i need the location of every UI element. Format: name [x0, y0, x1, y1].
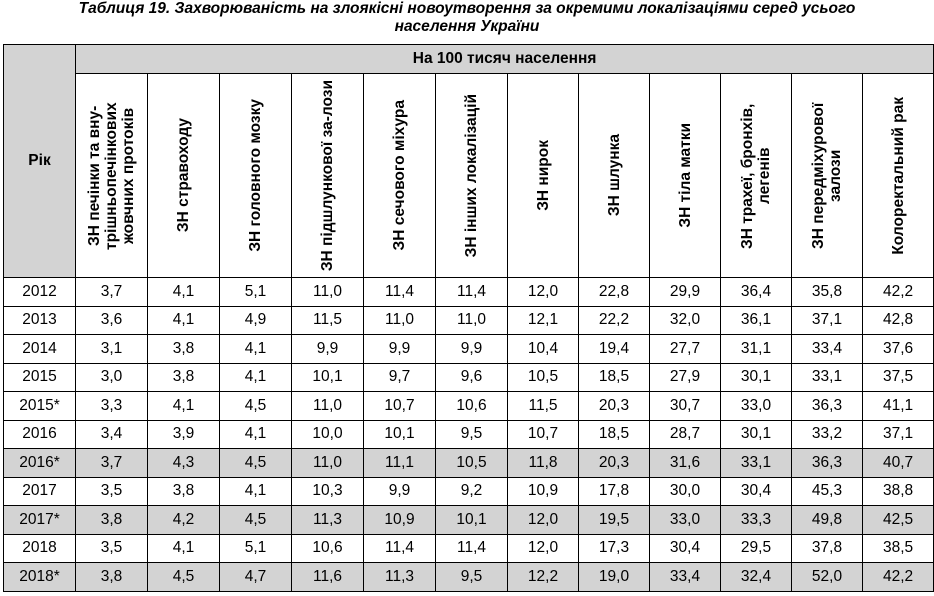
value-cell: 38,5 — [863, 534, 934, 563]
value-cell: 36,3 — [792, 449, 863, 478]
value-cell: 30,4 — [721, 477, 792, 506]
value-cell: 12,0 — [508, 506, 579, 535]
value-cell: 3,4 — [76, 420, 148, 449]
column-header — [508, 74, 579, 278]
group-header: На 100 тисяч населення — [76, 45, 934, 74]
value-cell: 11,0 — [292, 278, 364, 307]
column-header — [76, 74, 148, 278]
value-cell: 19,0 — [579, 563, 650, 592]
value-cell: 3,8 — [148, 477, 220, 506]
value-cell: 30,7 — [650, 392, 721, 421]
table-row — [4, 449, 934, 478]
value-cell: 52,0 — [792, 563, 863, 592]
value-cell: 4,2 — [148, 506, 220, 535]
value-cell: 10,0 — [292, 420, 364, 449]
value-cell: 4,1 — [220, 335, 292, 364]
value-cell: 3,6 — [76, 306, 148, 335]
table-row — [4, 363, 934, 392]
value-cell: 33,1 — [792, 363, 863, 392]
value-cell: 3,8 — [148, 335, 220, 364]
value-cell: 4,1 — [148, 306, 220, 335]
value-cell: 10,9 — [508, 477, 579, 506]
value-cell: 10,5 — [508, 363, 579, 392]
value-cell: 3,7 — [76, 449, 148, 478]
column-header-label: ЗН головного мозку — [247, 99, 264, 252]
value-cell: 19,5 — [579, 506, 650, 535]
column-header — [220, 74, 292, 278]
value-cell: 3,5 — [76, 534, 148, 563]
column-header-label: ЗН тіла матки — [676, 123, 694, 228]
column-header — [364, 74, 436, 278]
table-row — [4, 420, 934, 449]
value-cell: 11,0 — [364, 306, 436, 335]
value-cell: 11,0 — [292, 392, 364, 421]
column-header-label: ЗН нирок — [534, 140, 552, 211]
value-cell: 4,9 — [220, 306, 292, 335]
table-row — [4, 335, 934, 364]
value-cell: 4,7 — [220, 563, 292, 592]
year-cell: 2015* — [4, 392, 76, 421]
value-cell: 5,1 — [220, 534, 292, 563]
value-cell: 10,3 — [292, 477, 364, 506]
year-cell: 2013 — [4, 306, 76, 335]
value-cell: 5,1 — [220, 278, 292, 307]
column-header — [292, 74, 364, 278]
value-cell: 42,2 — [863, 278, 934, 307]
value-cell: 9,6 — [436, 363, 508, 392]
value-cell: 3,1 — [76, 335, 148, 364]
value-cell: 9,2 — [436, 477, 508, 506]
value-cell: 10,1 — [436, 506, 508, 535]
table-body — [4, 278, 934, 592]
value-cell: 9,5 — [436, 420, 508, 449]
column-header-label: ЗН шлунка — [605, 134, 623, 217]
column-header-label: ЗН інших локалізацій — [463, 93, 480, 258]
year-cell: 2018* — [4, 563, 76, 592]
value-cell: 10,7 — [364, 392, 436, 421]
value-cell: 27,7 — [650, 335, 721, 364]
value-cell: 9,9 — [364, 477, 436, 506]
value-cell: 11,0 — [436, 306, 508, 335]
column-header — [579, 74, 650, 278]
value-cell: 11,4 — [436, 534, 508, 563]
value-cell: 11,5 — [292, 306, 364, 335]
year-cell: 2012 — [4, 278, 76, 307]
value-cell: 49,8 — [792, 506, 863, 535]
value-cell: 3,8 — [76, 563, 148, 592]
year-cell: 2018 — [4, 534, 76, 563]
year-column-header: Рік — [4, 45, 76, 278]
value-cell: 33,4 — [650, 563, 721, 592]
value-cell: 42,2 — [863, 563, 934, 592]
value-cell: 4,5 — [220, 392, 292, 421]
value-cell: 12,2 — [508, 563, 579, 592]
value-cell: 20,3 — [579, 392, 650, 421]
column-header-label: ЗН підшлункової за-лози — [319, 79, 336, 272]
value-cell: 17,3 — [579, 534, 650, 563]
value-cell: 28,7 — [650, 420, 721, 449]
table-caption — [0, 0, 934, 44]
value-cell: 3,8 — [76, 506, 148, 535]
value-cell: 9,9 — [364, 335, 436, 364]
year-cell: 2015 — [4, 363, 76, 392]
value-cell: 10,9 — [364, 506, 436, 535]
value-cell: 45,3 — [792, 477, 863, 506]
value-cell: 11,3 — [292, 506, 364, 535]
value-cell: 27,9 — [650, 363, 721, 392]
value-cell: 37,1 — [863, 420, 934, 449]
value-cell: 4,1 — [220, 420, 292, 449]
value-cell: 3,9 — [148, 420, 220, 449]
value-cell: 9,9 — [292, 335, 364, 364]
value-cell: 11,3 — [364, 563, 436, 592]
value-cell: 35,8 — [792, 278, 863, 307]
table-row — [4, 392, 934, 421]
column-header — [721, 74, 792, 278]
value-cell: 4,1 — [220, 363, 292, 392]
value-cell: 18,5 — [579, 363, 650, 392]
value-cell: 41,1 — [863, 392, 934, 421]
value-cell: 4,5 — [220, 449, 292, 478]
year-cell: 2014 — [4, 335, 76, 364]
value-cell: 18,5 — [579, 420, 650, 449]
year-cell: 2016 — [4, 420, 76, 449]
value-cell: 3,5 — [76, 477, 148, 506]
column-header — [792, 74, 863, 278]
value-cell: 33,1 — [721, 449, 792, 478]
column-header-label: ЗН печінки та вну-трішньопечінкових жовчних протоків — [86, 101, 137, 250]
value-cell: 3,8 — [148, 363, 220, 392]
value-cell: 33,4 — [792, 335, 863, 364]
value-cell: 3,0 — [76, 363, 148, 392]
value-cell: 11,4 — [436, 278, 508, 307]
value-cell: 22,8 — [579, 278, 650, 307]
value-cell: 33,0 — [721, 392, 792, 421]
value-cell: 32,4 — [721, 563, 792, 592]
value-cell: 4,5 — [148, 563, 220, 592]
value-cell: 19,4 — [579, 335, 650, 364]
value-cell: 20,3 — [579, 449, 650, 478]
value-cell: 4,1 — [148, 392, 220, 421]
value-cell: 4,5 — [220, 506, 292, 535]
value-cell: 9,7 — [364, 363, 436, 392]
column-header — [436, 74, 508, 278]
value-cell: 36,4 — [721, 278, 792, 307]
value-cell: 11,8 — [508, 449, 579, 478]
value-cell: 11,6 — [292, 563, 364, 592]
value-cell: 9,9 — [436, 335, 508, 364]
value-cell: 9,5 — [436, 563, 508, 592]
value-cell: 33,3 — [721, 506, 792, 535]
column-header — [650, 74, 721, 278]
value-cell: 12,0 — [508, 534, 579, 563]
value-cell: 10,4 — [508, 335, 579, 364]
table-row — [4, 534, 934, 563]
column-header-label: ЗН стравоходу — [175, 118, 192, 233]
value-cell: 40,7 — [863, 449, 934, 478]
value-cell: 37,5 — [863, 363, 934, 392]
value-cell: 17,8 — [579, 477, 650, 506]
value-cell: 29,5 — [721, 534, 792, 563]
column-header-label: Колоректальний рак — [889, 96, 907, 255]
value-cell: 33,2 — [792, 420, 863, 449]
table-row — [4, 306, 934, 335]
value-cell: 11,4 — [364, 534, 436, 563]
caption-line-1: Таблиця 19. Захворюваність на злоякісні новоутворення за окремими локалізаціями серед усього — [78, 0, 856, 17]
year-cell: 2016* — [4, 449, 76, 478]
value-cell: 31,1 — [721, 335, 792, 364]
table-row — [4, 278, 934, 307]
value-cell: 12,0 — [508, 278, 579, 307]
value-cell: 10,7 — [508, 420, 579, 449]
value-cell: 10,6 — [436, 392, 508, 421]
column-header-label: ЗН трахеї, бронхів, легенів — [739, 102, 773, 249]
value-cell: 37,8 — [792, 534, 863, 563]
table-row — [4, 506, 934, 535]
value-cell: 11,1 — [364, 449, 436, 478]
value-cell: 10,5 — [436, 449, 508, 478]
value-cell: 37,1 — [792, 306, 863, 335]
value-cell: 11,0 — [292, 449, 364, 478]
value-cell: 22,2 — [579, 306, 650, 335]
value-cell: 37,6 — [863, 335, 934, 364]
value-cell: 36,3 — [792, 392, 863, 421]
value-cell: 10,1 — [364, 420, 436, 449]
value-cell: 36,1 — [721, 306, 792, 335]
incidence-table — [3, 44, 934, 592]
value-cell: 31,6 — [650, 449, 721, 478]
value-cell: 30,1 — [721, 420, 792, 449]
year-cell: 2017 — [4, 477, 76, 506]
value-cell: 10,6 — [292, 534, 364, 563]
value-cell: 30,0 — [650, 477, 721, 506]
column-header-label: ЗН сечового міхура — [391, 100, 408, 251]
value-cell: 4,1 — [148, 278, 220, 307]
value-cell: 38,8 — [863, 477, 934, 506]
year-cell: 2017* — [4, 506, 76, 535]
value-cell: 11,5 — [508, 392, 579, 421]
table-row — [4, 563, 934, 592]
value-cell: 4,1 — [148, 534, 220, 563]
value-cell: 3,7 — [76, 278, 148, 307]
column-header — [148, 74, 220, 278]
value-cell: 3,3 — [76, 392, 148, 421]
table-row — [4, 477, 934, 506]
value-cell: 42,5 — [863, 506, 934, 535]
column-header — [863, 74, 934, 278]
caption-line-2: населення України — [394, 18, 540, 35]
value-cell: 33,0 — [650, 506, 721, 535]
value-cell: 29,9 — [650, 278, 721, 307]
value-cell: 30,4 — [650, 534, 721, 563]
value-cell: 12,1 — [508, 306, 579, 335]
value-cell: 10,1 — [292, 363, 364, 392]
value-cell: 42,8 — [863, 306, 934, 335]
value-cell: 32,0 — [650, 306, 721, 335]
column-headers-row — [4, 74, 934, 278]
value-cell: 4,1 — [220, 477, 292, 506]
column-header-label: ЗН передміхурової залози — [810, 102, 844, 249]
value-cell: 4,3 — [148, 449, 220, 478]
value-cell: 30,1 — [721, 363, 792, 392]
value-cell: 11,4 — [364, 278, 436, 307]
